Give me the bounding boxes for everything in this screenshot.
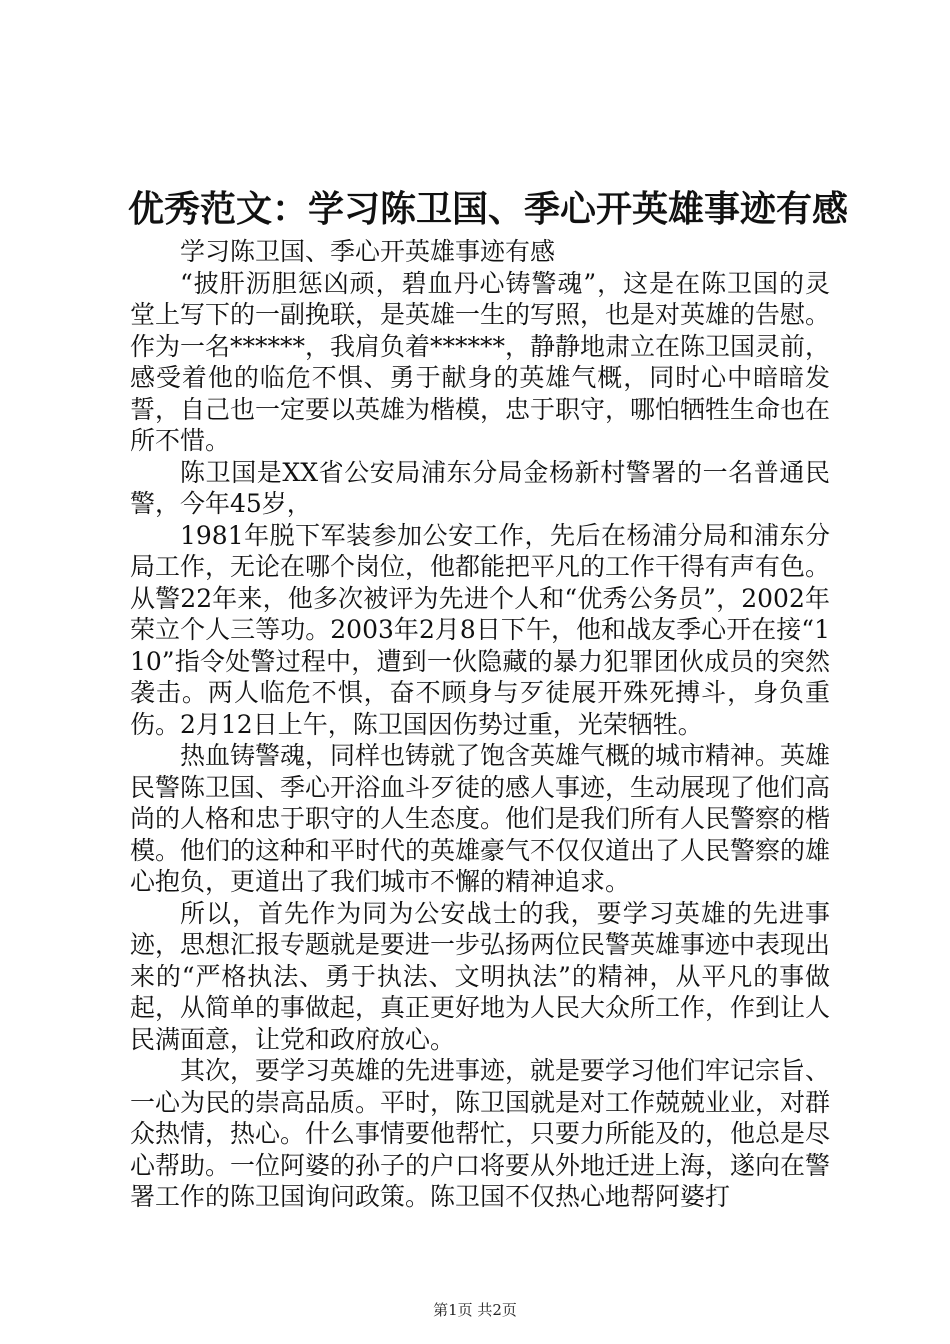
paragraph: 陈卫国是XX省公安局浦东分局金杨新村警署的一名普通民警，今年45岁， bbox=[130, 457, 830, 518]
document-title: 优秀范文：学习陈卫国、季心开英雄事迹有感 bbox=[128, 188, 849, 230]
paragraph: 1981年脱下军装参加公安工作，先后在杨浦分局和浦东分局工作，无论在哪个岗位，他都能把平凡的工作干得有声有色。从警22年来，他多次被评为先进个人和“优秀公务员”，2002年荣立个人三等功。2003年2月8日下午，他和战友季心开在接“110”指令处警过程中，遭到一伙隐藏的暴力犯罪团伙成员的突然袭击。两人临危不惧，奋不顾身与歹徒展开殊死搏斗，身负重伤。2月12日上午，陈卫国因伤势过重，光荣牺牲。 bbox=[130, 520, 831, 739]
document-body bbox=[130, 236, 830, 1213]
paragraph: 其次，要学习英雄的先进事迹，就是要学习他们牢记宗旨、一心为民的崇高品质。平时，陈卫国就是对工作兢兢业业，对群众热情，热心。什么事情要他帮忙，只要力所能及的，他总是尽心帮助。一位阿婆的孙子的户口将要从外地迁进上海，遂向在警署工作的陈卫国询问政策。陈卫国不仅热心地帮阿婆打 bbox=[130, 1056, 831, 1211]
paragraph: 所以，首先作为同为公安战士的我，要学习英雄的先进事迹，思想汇报专题就是要进一步弘扬两位民警英雄事迹中表现出来的“严格执法、勇于执法、文明执法”的精神，从平凡的事做起，从简单的事做起，真正更好地为人民大众所工作，作到让人民满面意，让党和政府放心。 bbox=[130, 898, 831, 1054]
page-number-footer: 第1页 共2页 bbox=[433, 1301, 517, 1319]
paragraph-subtitle: 学习陈卫国、季心开英雄事迹有感 bbox=[180, 237, 556, 266]
paragraph: 热血铸警魂，同样也铸就了饱含英雄气概的城市精神。英雄民警陈卫国、季心开浴血斗歹徒的感人事迹，生动展现了他们高尚的人格和忠于职守的人生态度。他们是我们所有人民警察的楷模。他们的这种和平时代的英雄豪气不仅仅道出了人民警察的雄心抱负，更道出了我们城市不懈的精神追求。 bbox=[130, 741, 831, 896]
paragraph: “披肝沥胆惩凶顽，碧血丹心铸警魂”，这是在陈卫国的灵堂上写下的一副挽联，是英雄一生的写照，也是对英雄的告慰。作为一名******，我肩负着******，静静地肃立在陈卫国灵前，感受着他的临危不惧、勇于献身的英雄气概，同时心中暗暗发誓，自己也一定要以英雄为楷模，忠于职守，哪怕牺牲生命也在所不惜。 bbox=[130, 268, 831, 455]
